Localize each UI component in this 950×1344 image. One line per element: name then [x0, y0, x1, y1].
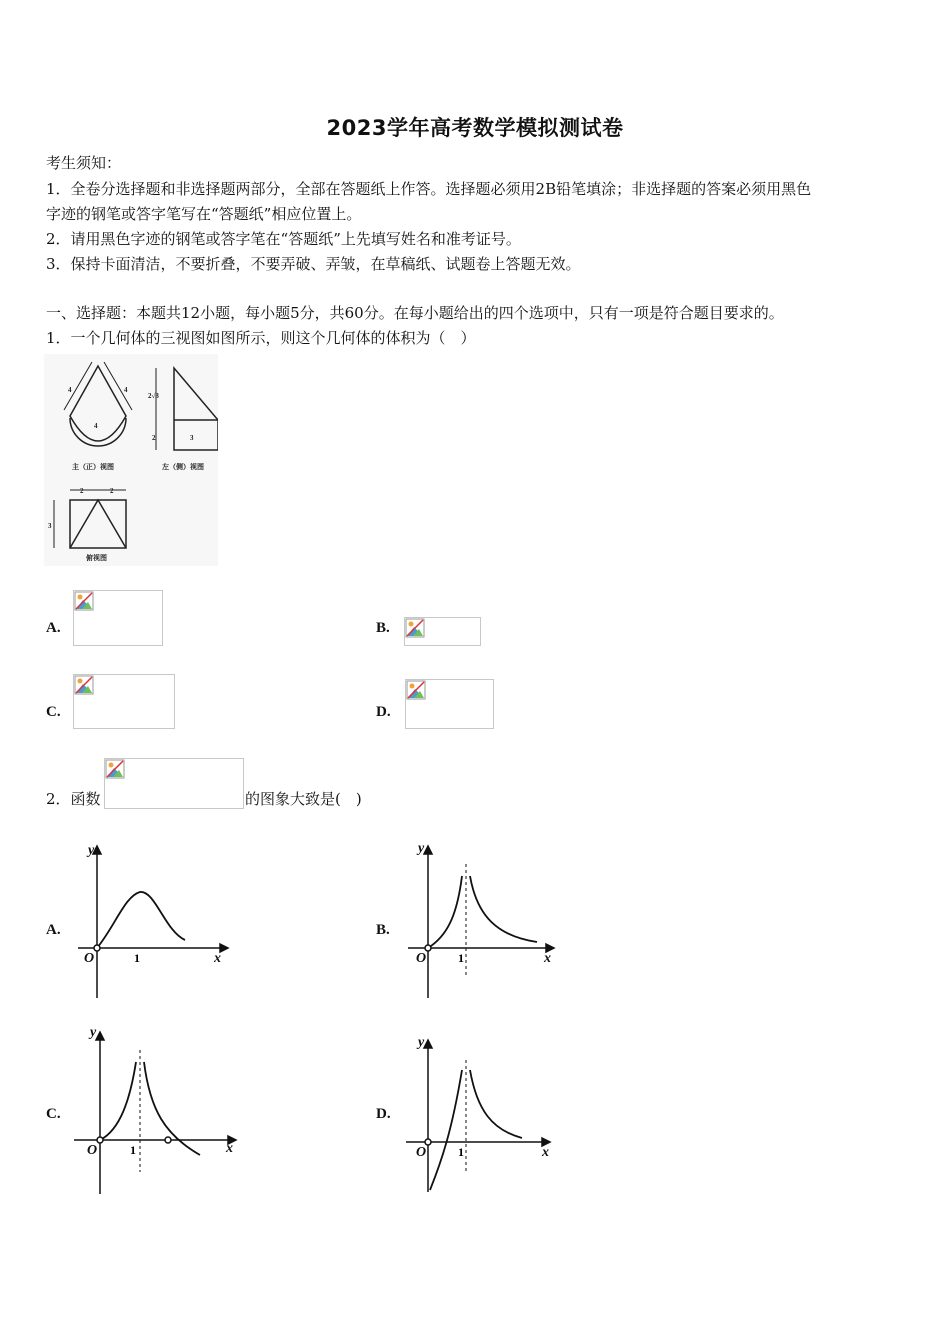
x-axis-label: x [214, 951, 221, 966]
top-view-label: 俯视图 [86, 554, 107, 562]
y-axis-label: y [90, 1025, 97, 1040]
side-view-label: 左（侧）视图 [162, 463, 204, 471]
side-dim-width: 3 [190, 434, 194, 442]
section-heading: 一、选择题：本题共12小题，每小题5分，共60分。在每小题给出的四个选项中，只有一项是符合题目要求的。 [46, 304, 784, 322]
q2-graph-a [70, 836, 230, 1001]
q1-option-d-image [405, 679, 494, 729]
y-axis-label: y [88, 843, 95, 858]
curve-a [97, 892, 185, 948]
front-dim-base: 4 [94, 422, 98, 430]
broken-image-icon [105, 759, 125, 779]
three-view-figure [44, 354, 218, 566]
x-axis-label: x [542, 1145, 549, 1160]
q1-option-c-image [73, 674, 175, 729]
side-dim-top: 2√3 [148, 392, 159, 400]
top-dim-height: 3 [48, 522, 52, 530]
tick-label-1: 1 [458, 951, 464, 965]
broken-image-icon [405, 618, 425, 638]
front-view-label: 主（正）视图 [72, 463, 114, 471]
top-dim-right: 2 [110, 487, 114, 495]
origin-label: O [84, 951, 95, 966]
q2-graph-d [402, 1030, 562, 1195]
curve-d-left [430, 1070, 462, 1190]
question-2-stem-suffix: 的图象大致是( ) [245, 790, 362, 808]
y-axis-label: y [418, 841, 425, 856]
q2-option-d-label[interactable]: D. [376, 1106, 391, 1122]
q1-option-b-label[interactable]: B. [376, 620, 390, 636]
q2-graph-b [402, 836, 562, 1001]
tick-label-1: 1 [458, 1145, 464, 1159]
q1-option-c-label[interactable]: C. [46, 704, 61, 720]
page-title: 2023学年高考数学模拟测试卷 [326, 116, 624, 140]
curve-d-right [470, 1070, 522, 1138]
side-dim-bottom: 2 [152, 434, 156, 442]
notice-item-2: 2．请用黑色字迹的钢笔或答字笔在“答题纸”上先填写姓名和准考证号。 [46, 230, 521, 248]
curve-c-left [100, 1062, 136, 1140]
x-axis-label: x [226, 1141, 233, 1156]
notice-item-3: 3．保持卡面清洁，不要折叠，不要弄破、弄皱，在草稿纸、试题卷上答题无效。 [46, 255, 581, 273]
q2-graph-c [70, 1020, 245, 1195]
origin-label: O [416, 951, 427, 966]
q2-option-b-label[interactable]: B. [376, 922, 390, 938]
q2-option-c-label[interactable]: C. [46, 1106, 61, 1122]
y-axis-label: y [418, 1035, 425, 1050]
notice-heading: 考生须知： [46, 154, 122, 172]
q1-option-d-label[interactable]: D. [376, 704, 391, 720]
broken-image-icon [406, 680, 426, 700]
q2-function-image [104, 758, 244, 809]
notice-item-1-cont: 字迹的钢笔或答字笔写在“答题纸”相应位置上。 [46, 205, 362, 223]
top-dim-left: 2 [80, 487, 84, 495]
broken-image-icon [74, 591, 94, 611]
q1-option-a-image [73, 590, 163, 646]
curve-c-right [144, 1062, 200, 1155]
q2-option-a-label[interactable]: A. [46, 922, 61, 938]
notice-item-1: 1．全卷分选择题和非选择题两部分，全部在答题纸上作答。选择题必须用2B铅笔填涂；非选择题的答案必须用黑色 [46, 180, 812, 198]
front-dim-left: 4 [68, 386, 72, 394]
origin-label: O [416, 1145, 427, 1160]
curve-b-left [428, 876, 462, 948]
question-2-stem-prefix: 2．函数 [46, 790, 101, 808]
curve-b-right [470, 876, 537, 942]
origin-label: O [87, 1143, 98, 1158]
question-1-stem: 1．一个几何体的三视图如图所示，则这个几何体的体积为（ ） [46, 329, 476, 347]
q1-option-a-label[interactable]: A. [46, 620, 61, 636]
broken-image-icon [74, 675, 94, 695]
tick-label-1: 1 [130, 1143, 136, 1157]
x-axis-label: x [544, 951, 551, 966]
front-dim-right: 4 [124, 386, 128, 394]
tick-label-1: 1 [134, 951, 140, 965]
q1-option-b-image [404, 617, 481, 646]
